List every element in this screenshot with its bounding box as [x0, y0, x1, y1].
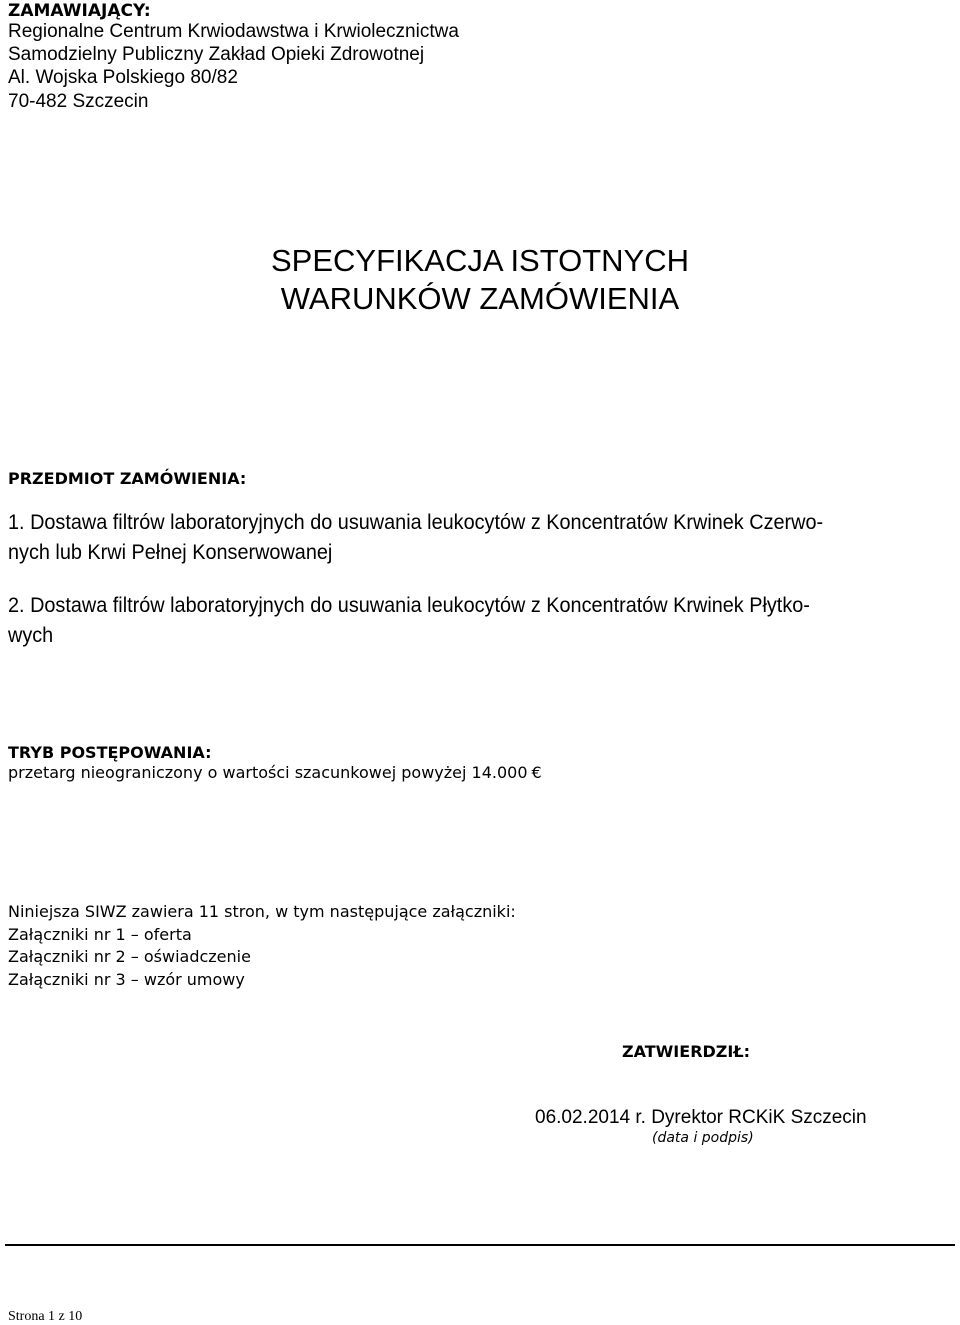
attachments-intro: Niniejsza SIWZ zawiera 11 stron, w tym następujące załączniki:: [8, 902, 516, 921]
address-line-city: 70-482 Szczecin: [8, 91, 149, 112]
footer-divider: [5, 1244, 955, 1246]
procedure-label: TRYB POSTĘPOWANIA:: [8, 743, 212, 762]
subject-item-2-line-2: wych: [8, 624, 54, 647]
subject-item-1-line-2: nych lub Krwi Pełnej Konserwowanej: [8, 541, 333, 564]
approval-caption: (data i podpis): [652, 1130, 754, 1146]
subject-label: PRZEDMIOT ZAMÓWIENIA:: [8, 469, 247, 488]
address-line-entity: Samodzielny Publiczny Zakład Opieki Zdrowotnej: [8, 44, 425, 65]
attachment-item-2: Załączniki nr 2 – oświadczenie: [8, 947, 251, 966]
euro-currency-symbol: €: [531, 763, 542, 782]
document-title-line-1: SPECYFIKACJA ISTOTNYCH: [270, 243, 689, 278]
subject-item-1-line-1: 1. Dostawa filtrów laboratoryjnych do usuwania leukocytów z Koncentratów Krwinek Czerwo-: [8, 511, 824, 534]
page-number: Strona 1 z 10: [8, 1309, 83, 1324]
address-line-street: Al. Wojska Polskiego 80/82: [8, 67, 238, 88]
procedure-description: przetarg nieograniczony o wartości szacunkowej powyżej 14.000: [8, 763, 528, 782]
document-title-line-2: WARUNKÓW ZAMÓWIENIA: [280, 281, 680, 316]
subject-item-2-line-1: 2. Dostawa filtrów laboratoryjnych do usuwania leukocytów z Koncentratów Krwinek Płytko-: [8, 594, 810, 617]
address-line-organization: Regionalne Centrum Krwiodawstwa i Krwiolecznictwa: [8, 21, 459, 42]
approval-label: ZATWIERDZIŁ:: [622, 1042, 751, 1061]
contracting-authority-label: ZAMAWIAJĄCY:: [8, 1, 151, 21]
approval-date-signatory: 06.02.2014 r. Dyrektor RCKiK Szczecin: [535, 1107, 867, 1128]
attachment-item-3: Załączniki nr 3 – wzór umowy: [8, 970, 245, 989]
procedure-text: [8, 763, 542, 782]
attachment-item-1: Załączniki nr 1 – oferta: [8, 925, 192, 944]
